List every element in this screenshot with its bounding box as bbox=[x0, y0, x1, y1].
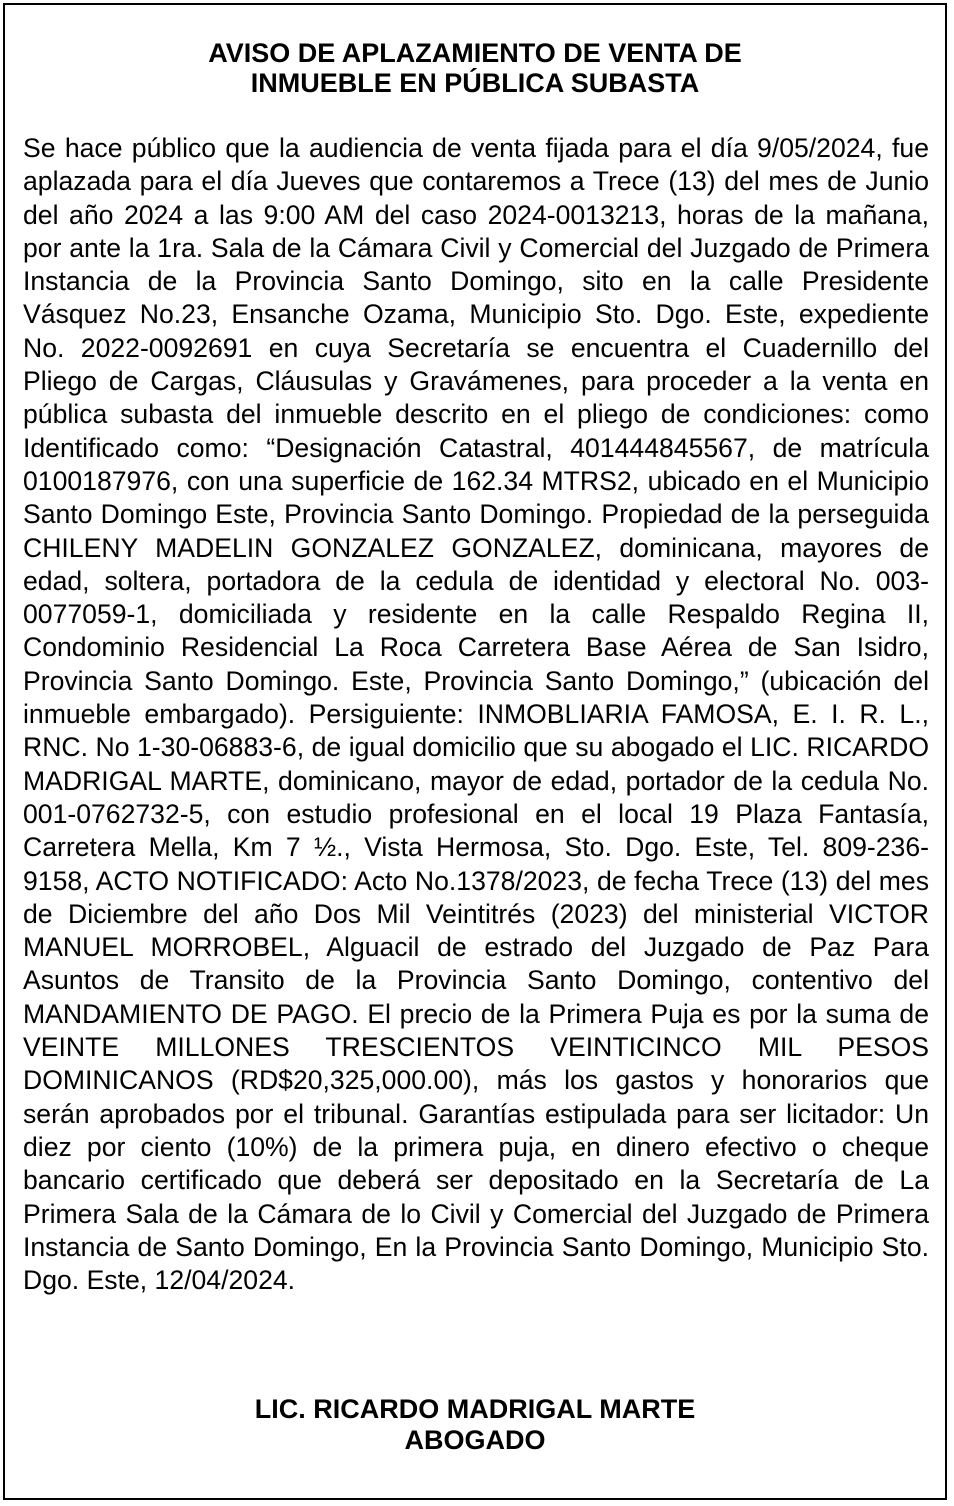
signature-name: LIC. RICARDO MADRIGAL MARTE bbox=[254, 1394, 696, 1424]
notice-body: Se hace público que la audiencia de venta fijada para el día 9/05/2024, fue aplazada para el día Jueves que contaremos a Trece (13) del mes de Junio del año 2024 a las 9:00 AM del caso 2024-0013213, horas de la mañana, por ante la 1ra. Sala de la Cámara Civil y Comercial del Juzgado de Primera Instancia de la Provincia Santo Domingo, sito en la calle Presidente Vásquez No.23, Ensanche Ozama, Municipio Sto. Dgo. Este, expediente No. 2022-0092691 en cuya Secretaría se encuentra el Cuadernillo del Pliego de Cargas, Cláusulas y Gravámenes, para proceder a la venta en pública subasta del inmueble descrito en el pliego de condiciones: como Identificado como: “Designación Catastral, 401444845567, de matrícula 0100187976, con una superficie de 162.34 MTRS2, ubicado en el Municipio Santo Domingo Este, Provincia Santo Domingo. Propiedad de la perseguida CHILENY MADELIN GONZALEZ GONZALEZ, dominicana, mayores de edad, soltera, portadora de la cedula de identidad y electoral No. 003-0077059-1, domiciliada y residente en la calle Respaldo Regina II, Condominio Residencial La Roca Carretera Base Aérea de San Isidro, Provincia Santo Domingo. Este, Provincia Santo Domingo,” (ubicación del inmueble embargado). Persiguiente: INMOBLIARIA FAMOSA, E. I. R. L., RNC. No 1-30-06883-6, de igual domicilio que su abogado el LIC. RICARDO MADRIGAL MARTE, dominicano, mayor de edad, portador de la cedula No. 001-0762732-5, con estudio profesional en el local 19 Plaza Fantasía, Carretera Mella, Km 7 ½., Vista Hermosa, Sto. Dgo. Este, Tel. 809-236-9158, ACTO NOTIFICADO: Acto No.1378/2023, de fecha Trece (13) del mes de Diciembre del año Dos Mil Veintitrés (2023) del ministerial VICTOR MANUEL MORROBEL, Alguacil de estrado del Juzgado de Paz Para Asuntos de Transito de la Provincia Santo Domingo, contentivo del MANDAMIENTO DE PAGO. El precio de la Primera Puja es por la suma de VEINTE MILLONES TRESCIENTOS VEINTICINCO MIL PESOS DOMINICANOS (RD$20,325,000.00), más los gastos y honorarios que serán aprobados por el tribunal. Garantías estipulada para ser licitador: Un diez por ciento (10%) de la primera puja, en dinero efectivo o cheque bancario certificado que deberá ser depositado en la Secretaría de La Primera Sala de la Cámara de lo Civil y Comercial del Juzgado de Primera Instancia de Santo Domingo, En la Provincia Santo Domingo, Municipio Sto. Dgo. Este, 12/04/2024. bbox=[23, 133, 929, 1296]
signature-block bbox=[5, 1394, 945, 1456]
notice-title-line-2: INMUEBLE EN PÚBLICA SUBASTA bbox=[250, 68, 700, 98]
notice-frame bbox=[3, 3, 947, 1500]
notice-title bbox=[5, 38, 945, 98]
notice-title-line-1: AVISO DE APLAZAMIENTO DE VENTA DE bbox=[208, 38, 742, 68]
signature-role: ABOGADO bbox=[404, 1425, 546, 1455]
